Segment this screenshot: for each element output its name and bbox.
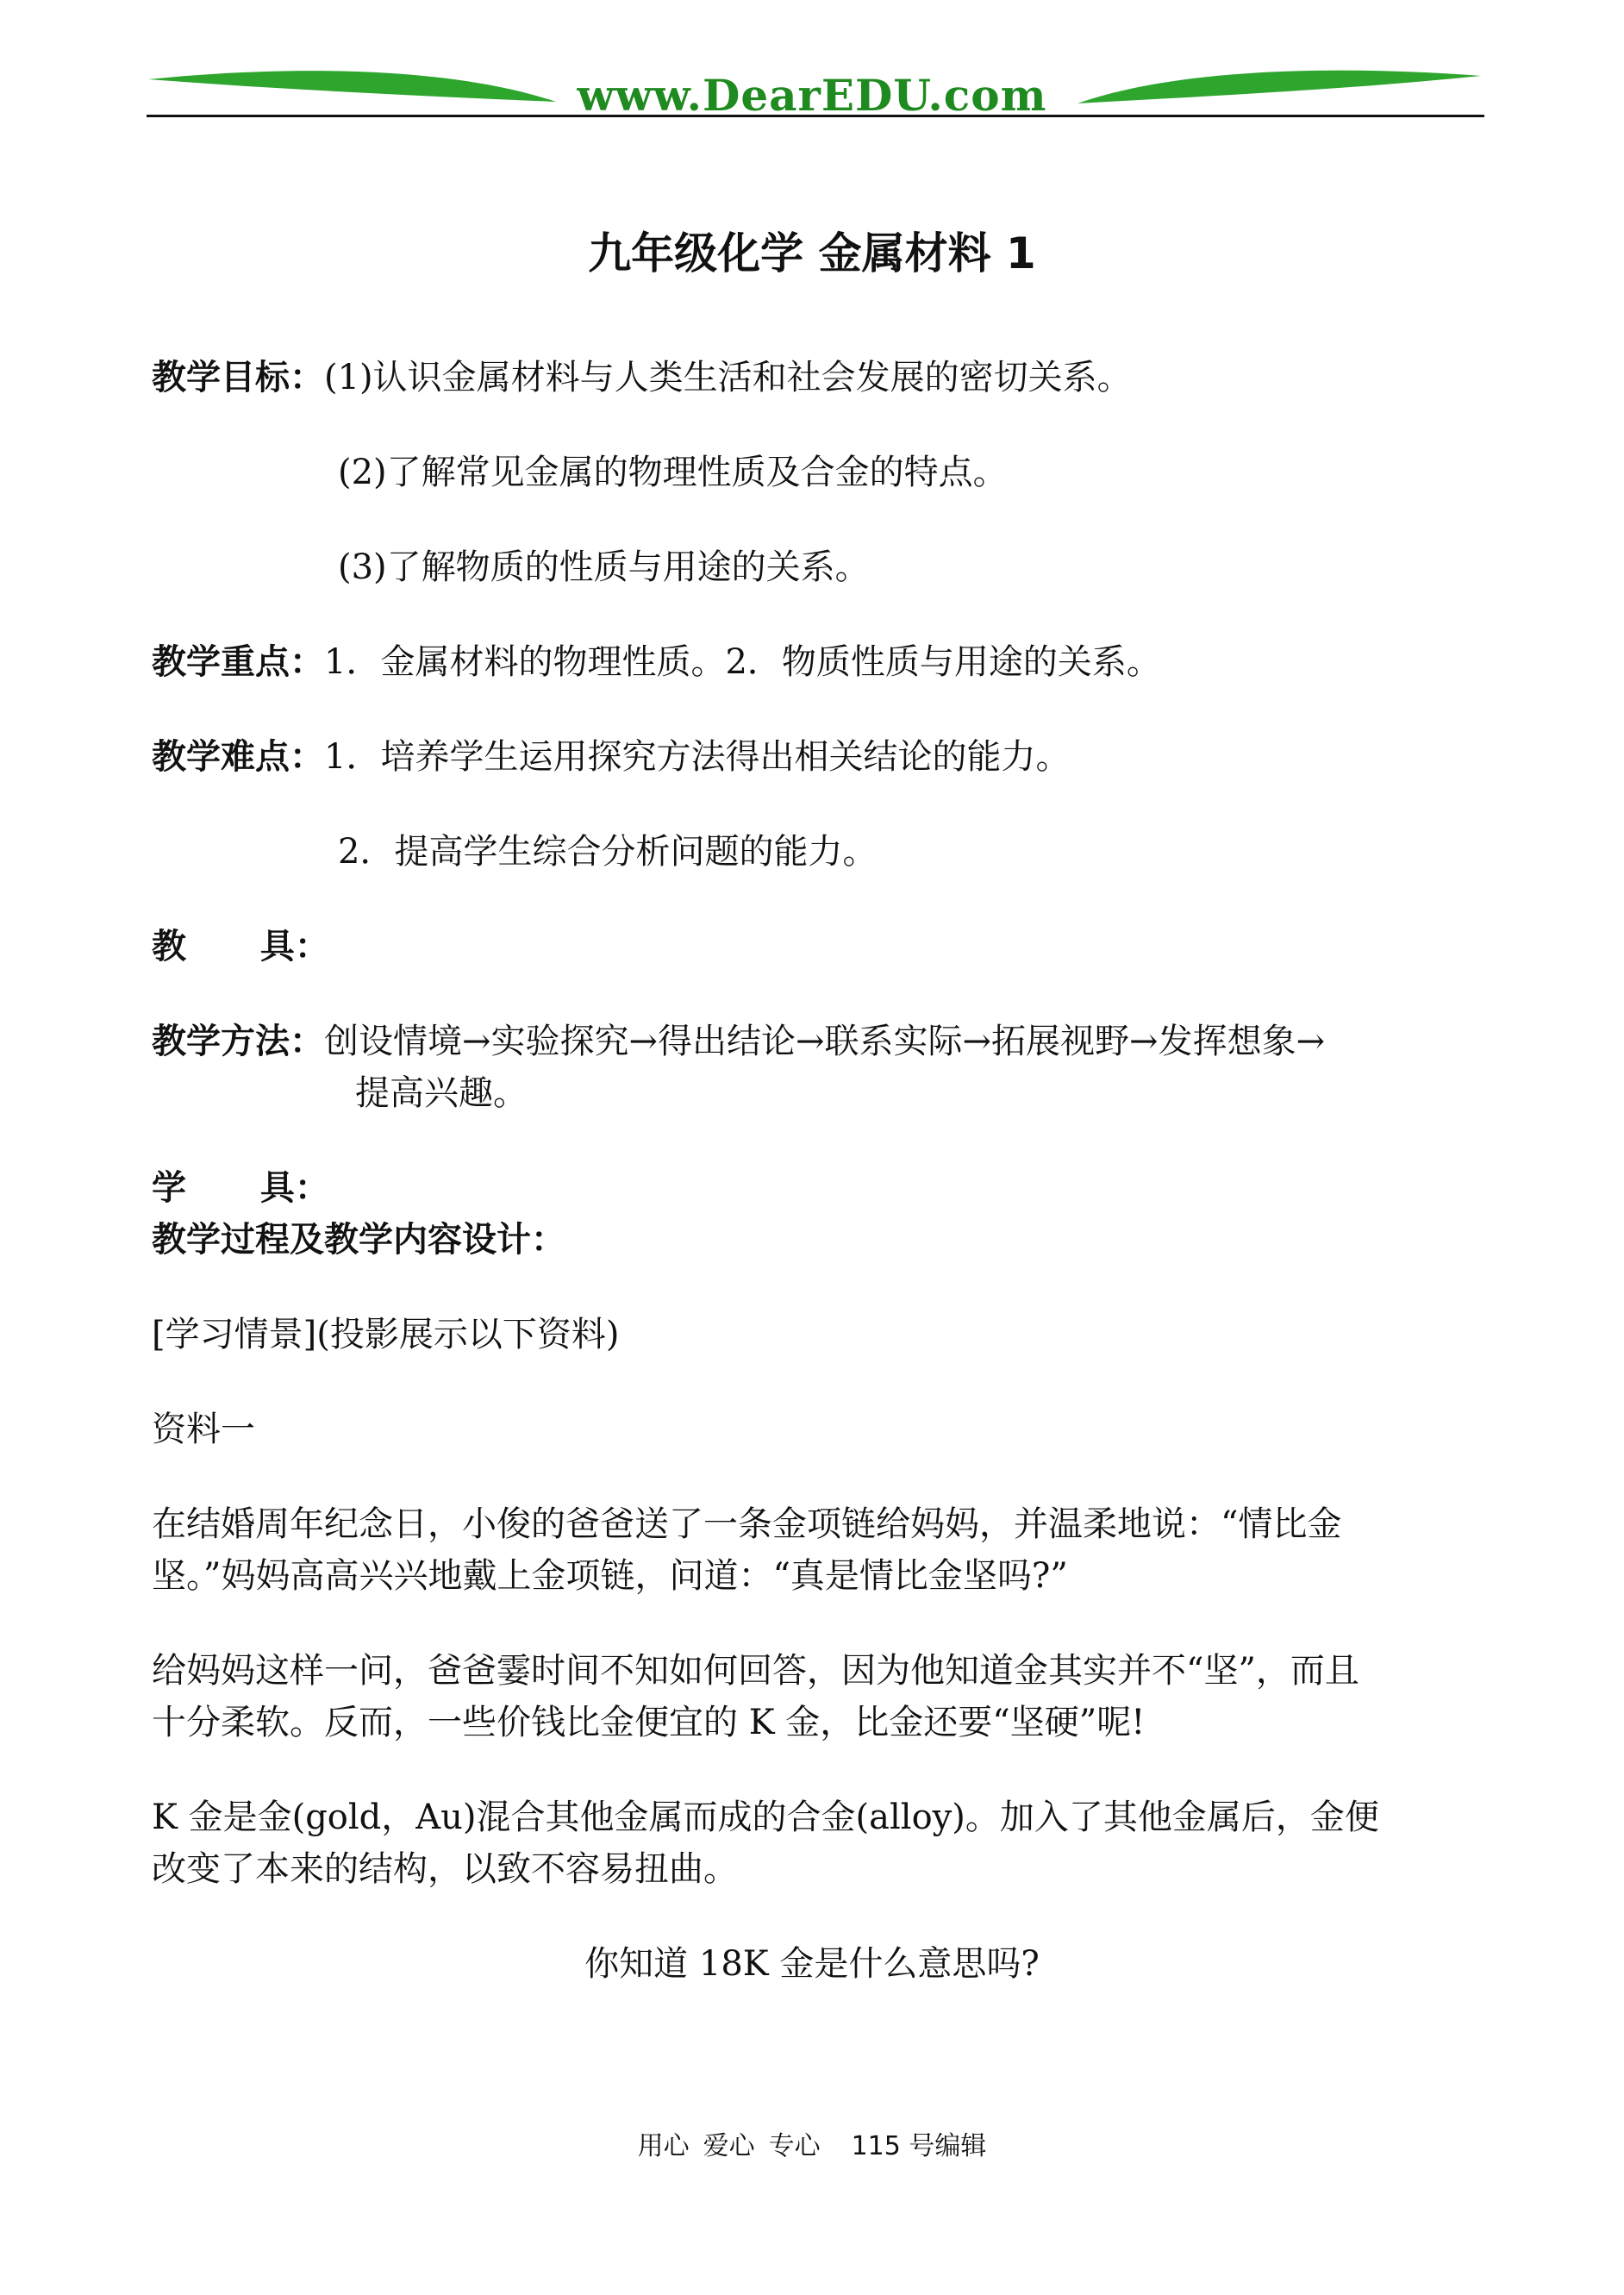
page-footer — [0, 2128, 1624, 2166]
paragraph-line: 在结婚周年纪念日，小俊的爸爸送了一条金项链给妈妈，并温柔地说：“情比金 — [152, 1504, 1342, 1544]
footer-text: 专心 — [768, 2131, 821, 2161]
page-header — [0, 0, 1624, 129]
difficulty-item: 2．提高学生综合分析问题的能力。 — [338, 832, 878, 872]
student-tools-label: 学 具： — [152, 1168, 329, 1208]
paragraph-line: 坚。”妈妈高高兴兴地戴上金项链，问道：“真是情比金坚吗?” — [152, 1556, 1068, 1596]
objectives-row — [152, 352, 1132, 403]
footer-text: 用心 — [637, 2131, 690, 2161]
paragraph-line: 给妈妈这样一问，爸爸霎时间不知如何回答，因为他知道金其实并不“坚”，而且 — [152, 1651, 1359, 1691]
key-points-label: 教学重点： — [152, 642, 324, 682]
tools-label: 教 具： — [152, 927, 329, 966]
paragraph-line: K 金是金(gold，Au)混合其他金属而成的合金(alloy)。加入了其他金属后，金便 — [152, 1798, 1379, 1837]
material-title: 资料一 — [152, 1410, 255, 1449]
method-text-continued: 提高兴趣。 — [355, 1073, 528, 1113]
key-points-row — [152, 636, 1161, 688]
question-text: 你知道 18K 金是什么意思吗? — [584, 1944, 1040, 1984]
paragraph-line: 十分柔软。反而，一些价钱比金便宜的 K 金，比金还要“坚硬”呢! — [152, 1703, 1146, 1742]
objective-item: (1)认识金属材料与人类生活和社会发展的密切关系。 — [324, 358, 1132, 397]
difficulty-item: 1．培养学生运用探究方法得出相关结论的能力。 — [324, 737, 1071, 777]
method-label: 教学方法： — [152, 1022, 324, 1061]
method-text: 创设情境→实验探究→得出结论→联系实际→拓展视野→发挥想象→ — [324, 1022, 1326, 1061]
page-title: 九年级化学 金属材料 1 — [588, 228, 1036, 278]
objectives-label: 教学目标： — [152, 358, 324, 397]
difficulties-label: 教学难点： — [152, 737, 324, 777]
situation-text: [学习情景](投影展示以下资料) — [152, 1315, 620, 1354]
difficulties-row — [152, 731, 1070, 783]
site-logo: www.DearEDU.com — [577, 70, 1047, 121]
footer-editor: 115 号编辑 — [851, 2131, 987, 2161]
paragraph-line: 改变了本来的结构，以致不容易扭曲。 — [152, 1849, 738, 1889]
objective-item: (3)了解物质的性质与用途的关系。 — [338, 547, 870, 587]
process-label: 教学过程及教学内容设计： — [152, 1220, 565, 1260]
objective-item: (2)了解常见金属的物理性质及合金的特点。 — [338, 453, 1008, 492]
footer-text: 爱心 — [703, 2131, 755, 2161]
key-points-text: 1．金属材料的物理性质。2．物质性质与用途的关系。 — [324, 642, 1161, 682]
method-row — [152, 1016, 1325, 1067]
